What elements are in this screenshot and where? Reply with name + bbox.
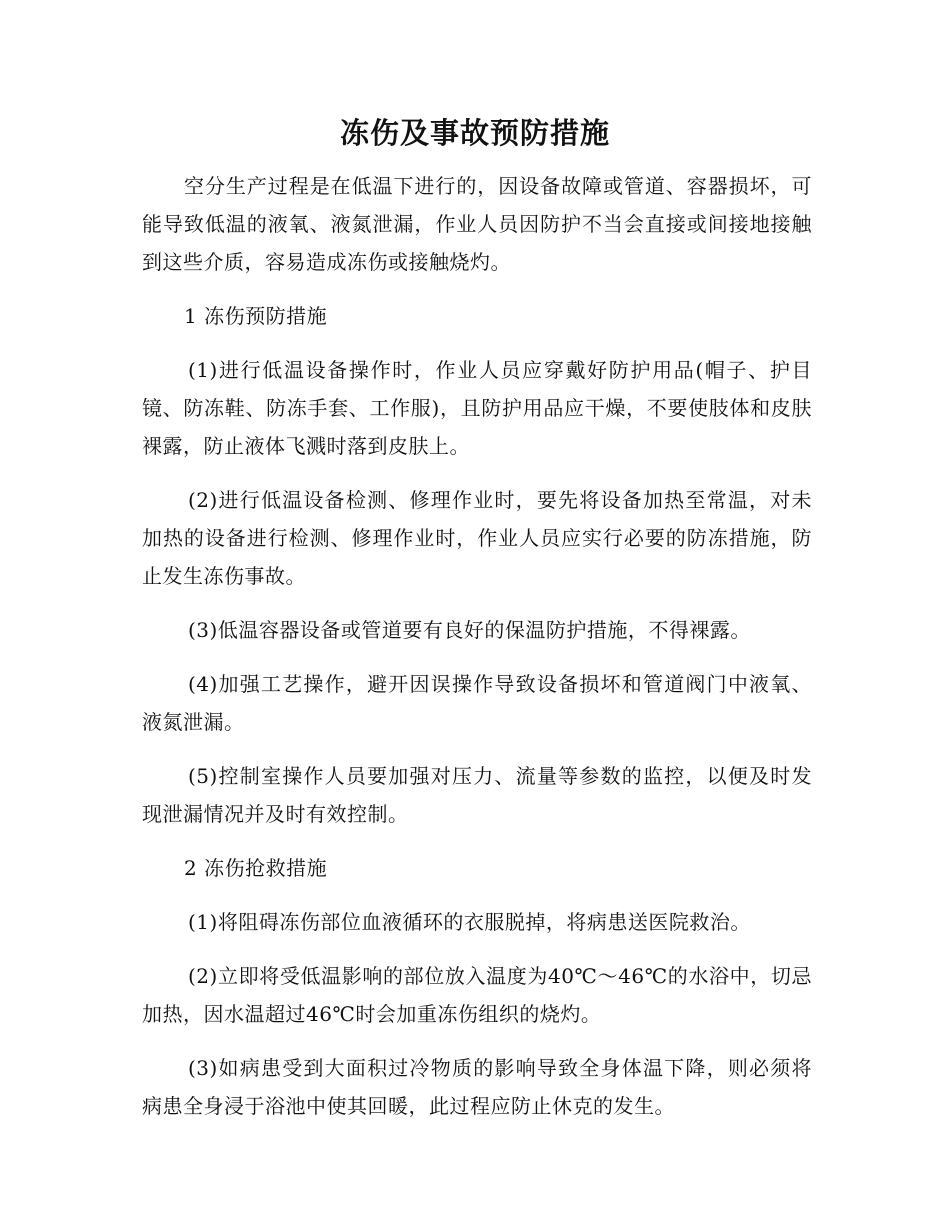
intro-paragraph: 空分生产过程是在低温下进行的，因设备故障或管道、容器损坏，可能导致低温的液氧、液氮泄漏，作业人员因防护不当会直接或间接地接触到这些介质，容易造成冻伤或接触烧灼。 [142, 174, 812, 274]
prevention-item-5: (5)控制室操作人员要加强对压力、流量等参数的监控，以便及时发现泄漏情况并及时有效控制。 [142, 764, 812, 826]
prevention-item-2: (2)进行低温设备检测、修理作业时，要先将设备加热至常温，对未加热的设备进行检测、修理作业时，作业人员应实行必要的防冻措施，防止发生冻伤事故。 [142, 488, 812, 588]
document-title: 冻伤及事故预防措施 [339, 116, 610, 150]
prevention-item-3: (3)低温容器设备或管道要有良好的保温防护措施，不得裸露。 [188, 618, 751, 642]
prevention-item-4: (4)加强工艺操作，避开因误操作导致设备损坏和管道阀门中液氧、液氮泄漏。 [142, 672, 812, 734]
document-body [142, 167, 812, 1141]
rescue-item-3: (3)如病患受到大面积过冷物质的影响导致全身体温下降，则必须将病患全身浸于浴池中使其回暖，此过程应防止休克的发生。 [142, 1056, 812, 1118]
section-heading-prevention: 1 冻伤预防措施 [184, 304, 328, 328]
rescue-item-2: (2)立即将受低温影响的部位放入温度为40℃～46℃的水浴中，切忌加热，因水温超过46℃时会加重冻伤组织的烧灼。 [142, 964, 812, 1026]
section-heading-rescue: 2 冻伤抢救措施 [184, 856, 328, 880]
prevention-item-1: (1)进行低温设备操作时，作业人员应穿戴好防护用品(帽子、护目镜、防冻鞋、防冻手套、工作服)，且防护用品应干燥，不要使肢体和皮肤裸露，防止液体飞溅时落到皮肤上。 [142, 358, 812, 458]
rescue-item-1: (1)将阻碍冻伤部位血液循环的衣服脱掉，将病患送医院救治。 [188, 910, 751, 934]
